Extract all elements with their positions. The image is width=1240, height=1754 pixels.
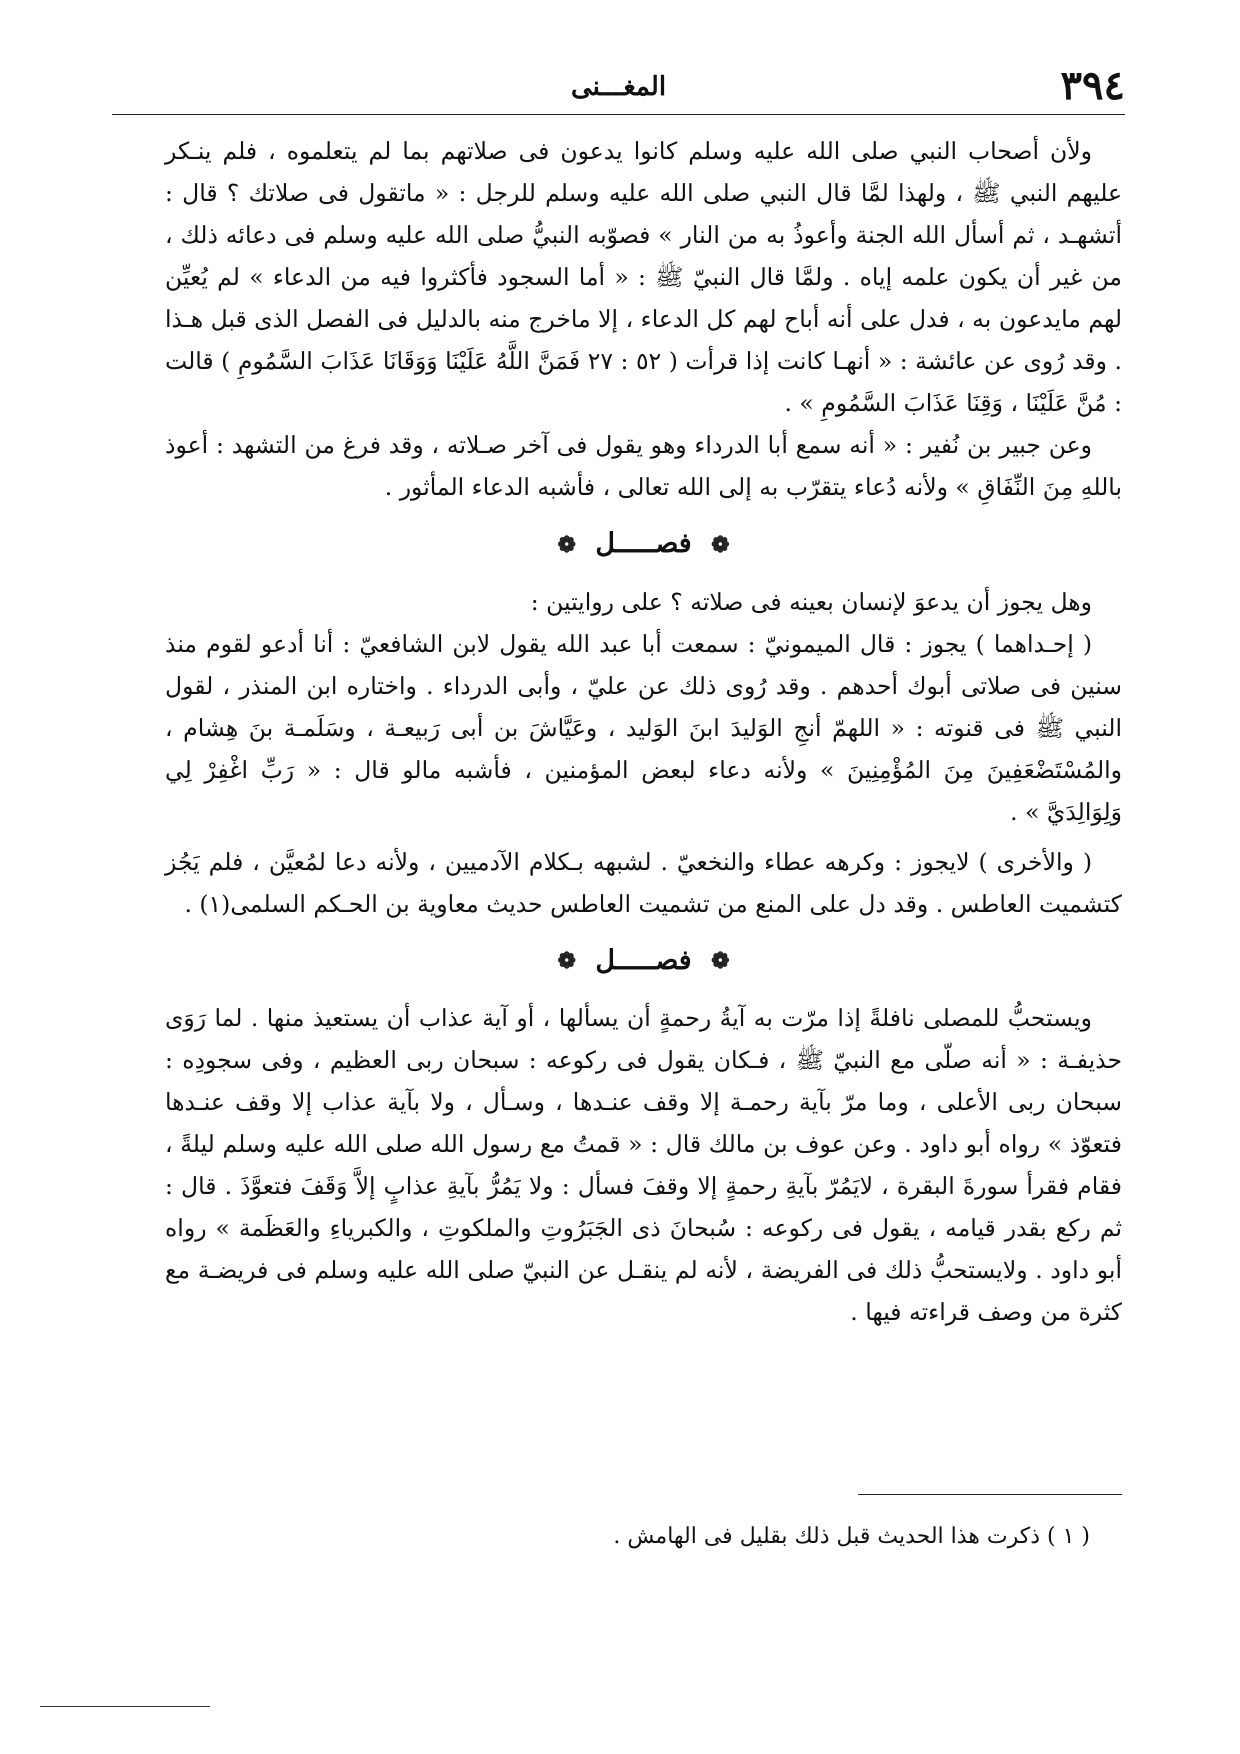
ornament-icon: ❁ bbox=[711, 948, 730, 974]
paragraph-jubayr-narration: وعن جبير بن نُفير : « أنه سمع أبا الدرداء وهو يقول فى آخر صـلاته ، وقد فرغ من التشهد : أعوذ باللهِ مِنَ النِّفَاقِ » ولأنه دُعاء يتقرّب به إلى الله تعالى ، فأشبه الدعاء المأثور . bbox=[165, 431, 1122, 501]
ornament-icon: ❁ bbox=[711, 531, 730, 558]
main-text bbox=[165, 130, 1122, 1333]
section-heading-label: فصـــــل bbox=[595, 944, 692, 976]
ornament-icon: ❁ bbox=[557, 531, 576, 558]
paragraph-prayer-supplication: ولأن أصحاب النبي صلى الله عليه وسلم كانوا يدعون فى صلاتهم بما لم يتعلموه ، فلم ينـكر عليهم النبي ﷺ ، ولهذا لمَّا قال النبي صلى الله عليه وسلم للرجل : « ماتقول فى صلاتك ؟ قال : أتشهـد ، ثم أسأل الله الجنة وأعوذُ به من النار » فصوّبه النبيُّ صلى الله عليه وسلم فى دعائه ذلك ، من غير أن يكون علمه إياه . ولمَّا قال النبيّ ﷺ : « أما السجود فأكثروا فيه من الدعاء » لم يُعيِّن لهم مايدعون به ، فدل على أنه أباح لهم كل الدعاء ، إلا ماخرج منه بالدليل فى الفصل الذى قبل هـذا . وقد رُوى عن عائشة : « أنهـا كانت إذا قرأت ( ٥٢ : ٢٧ فَمَنَّ اللَّهُ عَلَيْنَا وَوَقَانَا عَذَابَ السَّمُومِ ) قالت : مُنَّ عَلَيْنَا ، وَقِنَا عَذَابَ السَّمُومِ » . bbox=[165, 137, 1122, 417]
paragraph-voluntary-prayer: ويستحبُّ للمصلى نافلةً إذا مرّت به آيةُ رحمةٍ أن يسألها ، أو آية عذاب أن يستعيذ منها . لما رَوَى حذيفـة : « أنه صلّى مع النبيّ ﷺ ، فـكان يقول فى ركوعه : سبحان ربى العظيم ، وفى سجودِه : سبحان ربى الأعلى ، وما مرّ بآية رحمـة إلا وقف عنـدها ، وسـأل ، ولا بآية عذاب إلا وقف عنـدها فتعوّذ » رواه أبو داود . وعن عوف بن مالك قال : « قمتُ مع رسول الله صلى الله عليه وسلم ليلةً ، فقام فقرأ سورةَ البقرة ، لايَمُرّ بآيةِ رحمةٍ إلا وقفَ فسأل : ولا يَمُرُّ بآيةِ عذابٍ إلاَّ وَقَفَ فتعوَّذَ . قال : ثم ركع بقدر قيامه ، يقول فى ركوعه : سُبحانَ ذى الجَبَرُوتِ والملكوتِ ، والكبرياءِ والعَظَمة » رواه أبو داود . ولايستحبُّ ذلك فى الفريضة ، لأنه لم ينقـل عن النبيّ صلى الله عليه وسلم فى فريضـة مع كثرة من وصف قراءته فيها . bbox=[165, 1004, 1122, 1326]
paragraph-second-narration: ( والأخرى ) لايجوز : وكرهه عطاء والنخعيّ . لشبهه بـكلام الآدميين ، ولأنه دعا لمُعيَّن ، فلم يَجُز كتشميت العاطس . وقد دل على المنع من تشميت العاطس حديث معاوية بن الحـكم السلمى(١) . bbox=[165, 847, 1122, 918]
running-head bbox=[112, 62, 1125, 115]
page-number: ٣٩٤ bbox=[1060, 62, 1125, 109]
footnote-divider bbox=[858, 1494, 1122, 1495]
section-heading-label: فصـــــل bbox=[595, 528, 692, 559]
book-title: المغـــنى bbox=[570, 72, 667, 102]
ornament-icon: ❁ bbox=[557, 948, 576, 974]
scan-edge-line bbox=[40, 1706, 210, 1707]
paragraph-first-narration: ( إحـداهما ) يجوز : قال الميمونيّ : سمعت أبا عبد الله يقول لابن الشافعيّ : أنا أدعو لقوم منذ سنين فى صلاتى أبوك أحدهم . وقد رُوى ذلك عن عليّ ، وأبى الدرداء . واختاره ابن المنذر ، لقول النبي ﷺ فى قنوته : « اللهمّ أنجِ الوَليدَ ابنَ الوَليد ، وعَيَّاشَ بن أبى رَبيعـة ، وسَلَمـة بنَ هِشام ، والمُسْتَضْعَفِينَ مِنَ المُؤْمِنِينَ » ولأنه دعاء لبعض المؤمنين ، فأشبه مالو قال : « رَبِّ اغْفِرْ لِي وَلِوَالِدَيَّ » . bbox=[165, 629, 1122, 826]
paragraph-question: وهل يجوز أن يدعوَ لإنسان بعينه فى صلاته ؟ على روايتين : bbox=[530, 587, 1092, 616]
section-heading-2 bbox=[165, 939, 1122, 984]
section-heading-1 bbox=[165, 522, 1122, 567]
footnote: ( ١ ) ذكرت هذا الحديث قبل ذلك بقليل فى الهامش . bbox=[613, 1524, 1090, 1549]
